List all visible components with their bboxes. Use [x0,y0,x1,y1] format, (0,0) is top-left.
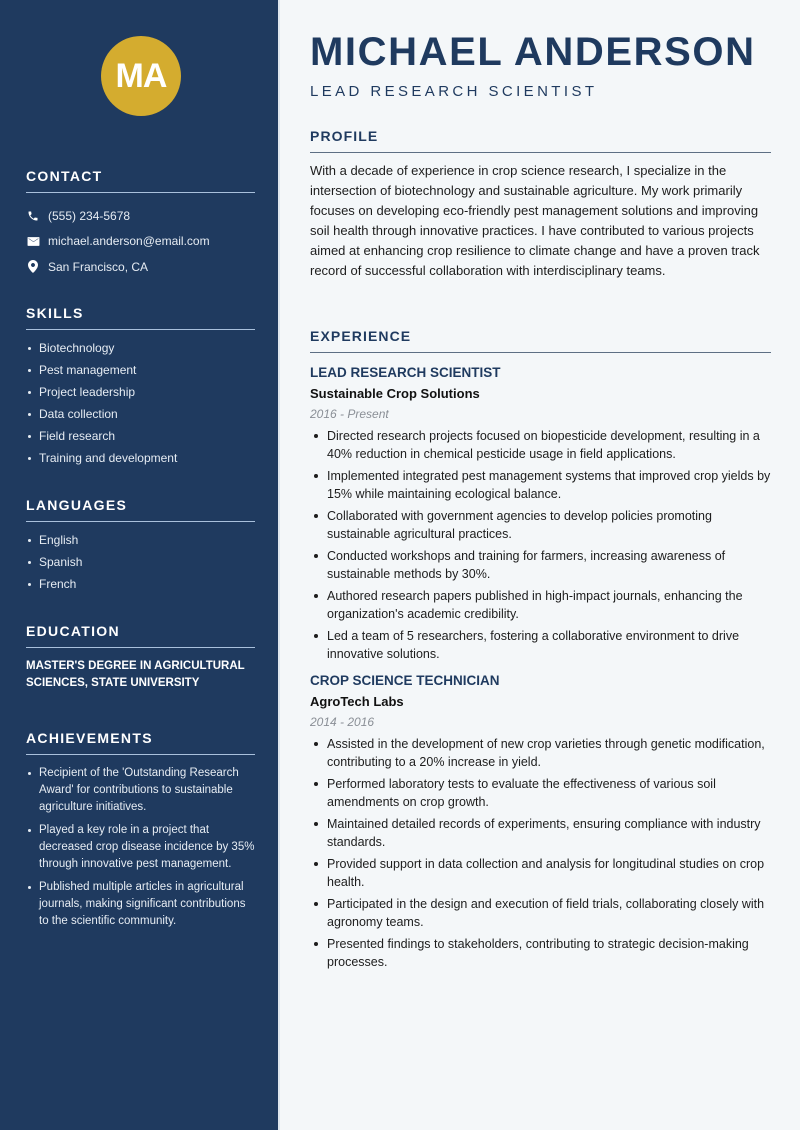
candidate-name: MICHAEL ANDERSON [310,30,756,74]
job-bullets [310,427,771,663]
achievements-heading: ACHIEVEMENTS [26,730,255,755]
job-bullets [310,735,771,971]
achievement-item: Played a key role in a project that decreased crop disease incidence by 35% through innovative pest management. [26,822,255,873]
languages-heading: LANGUAGES [26,497,255,522]
skills-list [26,340,255,467]
education-heading: EDUCATION [26,623,255,648]
phone-icon [26,209,40,223]
job-entry [310,673,771,971]
languages-list [26,532,255,593]
contact-phone-text: (555) 234-5678 [48,208,131,223]
contact-location-text: San Francisco, CA [48,259,149,274]
job-dates: 2016 - Present [310,407,389,421]
language-item: English [26,532,255,549]
job-bullet: Provided support in data collection and analysis for longitudinal studies on crop health. [310,855,771,891]
experience-section [310,328,771,975]
location-icon [26,260,40,274]
skill-item: Biotechnology [26,340,255,357]
sidebar [0,0,280,1130]
job-bullet: Directed research projects focused on biopesticide development, resulting in a 40% reduction in chemical pesticide usage in field applications. [310,427,771,463]
job-entry [310,365,771,663]
job-dates: 2014 - 2016 [310,715,375,729]
achievements-section [26,730,255,936]
job-bullet: Presented findings to stakeholders, contributing to strategic decision-making processes. [310,935,771,971]
profile-section [310,128,771,281]
job-title: LEAD RESEARCH SCIENTIST [310,365,501,380]
achievement-item: Published multiple articles in agricultural journals, making significant contributions to the scientific community. [26,879,255,930]
job-title: CROP SCIENCE TECHNICIAN [310,673,500,688]
job-bullet: Led a team of 5 researchers, fostering a collaborative environment to drive innovative solutions. [310,627,771,663]
skill-item: Pest management [26,362,255,379]
skill-item: Field research [26,428,255,445]
contact-location [26,254,255,280]
job-bullet: Collaborated with government agencies to develop policies promoting sustainable agricultural practices. [310,507,771,543]
avatar [101,36,181,116]
experience-heading: EXPERIENCE [310,328,771,353]
achievements-list [26,765,255,930]
contact-email[interactable] [26,229,255,255]
contact-section [26,168,255,280]
job-bullet: Maintained detailed records of experiments, ensuring compliance with industry standards. [310,815,771,851]
skill-item: Training and development [26,450,255,467]
job-company: Sustainable Crop Solutions [310,386,480,401]
contact-email-text: michael.anderson@email.com [48,234,210,249]
contact-phone[interactable] [26,203,255,229]
job-bullet: Participated in the design and execution of field trials, collaborating closely with agronomy teams. [310,895,771,931]
skill-item: Project leadership [26,384,255,401]
contact-list [26,203,255,280]
education-degree: MASTER'S DEGREE IN AGRICULTURAL SCIENCES, STATE UNIVERSITY [26,660,245,689]
job-bullet: Performed laboratory tests to evaluate the effectiveness of various soil amendments on crop growth. [310,775,771,811]
language-item: French [26,576,255,593]
email-icon [26,234,40,248]
education-section [26,623,255,692]
achievement-item: Recipient of the 'Outstanding Research Award' for contributions to sustainable agriculture initiatives. [26,765,255,816]
skills-heading: SKILLS [26,305,255,330]
skills-section [26,305,255,472]
job-bullet: Conducted workshops and training for farmers, increasing awareness of sustainable methods by 30%. [310,547,771,583]
profile-heading: PROFILE [310,128,771,153]
job-company: AgroTech Labs [310,694,404,709]
language-item: Spanish [26,554,255,571]
avatar-initials: MA [115,56,167,95]
job-bullet: Assisted in the development of new crop varieties through genetic modification, contributing to a 20% increase in yield. [310,735,771,771]
profile-text: With a decade of experience in crop science research, I specialize in the intersection of biotechnology and sustainable agriculture. My work primarily focuses on developing eco-friendly pest management solutions and improving soil health through innovative practices. I have contributed to various projects aimed at enhancing crop resilience to climate change and have a proven track record of successful collaboration with interdisciplinary teams. [310,163,760,278]
candidate-role: LEAD RESEARCH SCIENTIST [310,83,598,100]
job-bullet: Implemented integrated pest management systems that improved crop yields by 15% while maintaining ecological balance. [310,467,771,503]
languages-section [26,497,255,598]
contact-heading: CONTACT [26,168,255,193]
skill-item: Data collection [26,406,255,423]
job-bullet: Authored research papers published in high-impact journals, enhancing the organization's academic credibility. [310,587,771,623]
